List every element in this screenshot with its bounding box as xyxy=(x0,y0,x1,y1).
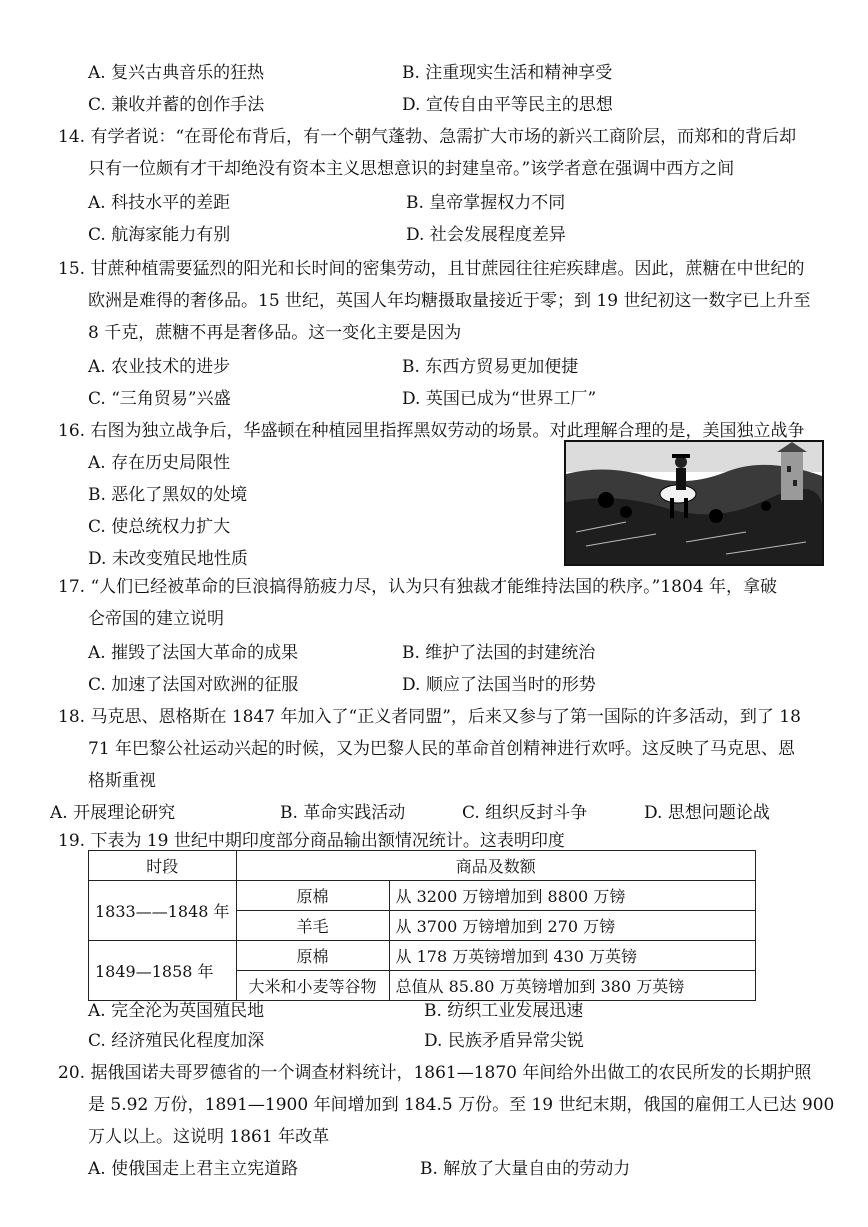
q19-option-a: A. 完全沦为英国殖民地 xyxy=(88,1001,265,1021)
q13-option-c: C. 兼收并蓄的创作手法 xyxy=(88,95,265,115)
table-commodity: 原棉 xyxy=(236,941,389,971)
q14-stem-line1: 14. 有学者说：“在哥伦布背后，有一个朝气蓬勃、急需扩大市场的新兴工商阶层，而郑和的背后却 xyxy=(58,127,797,147)
q20-stem-line1: 20. 据俄国诺夫哥罗德省的一个调查材料统计，1861—1870 年间给外出做工的农民所发的长期护照 xyxy=(58,1063,812,1083)
q15-stem-line2: 欧洲是难得的奢侈品。15 世纪，英国人年均糖摄取量接近于零；到 19 世纪初这一数字已上升至 xyxy=(88,291,811,311)
table-period-1: 1833——1848 年 xyxy=(89,881,237,941)
q19-option-d: D. 民族矛盾异常尖锐 xyxy=(424,1031,584,1051)
q19-stem-line1: 19. 下表为 19 世纪中期印度部分商品输出额情况统计。这表明印度 xyxy=(58,831,565,851)
q20-stem-line3: 万人以上。这说明 1861 年改革 xyxy=(88,1127,330,1147)
q15-option-d: D. 英国已成为“世界工厂” xyxy=(402,389,597,409)
q17-stem-line1: 17. “人们已经被革命的巨浪搞得筋疲力尽，认为只有独裁才能维持法国的秩序。”1804 年，拿破 xyxy=(58,577,777,597)
table-amount: 从 178 万英镑增加到 430 万英镑 xyxy=(389,941,755,971)
q18-stem-line2: 71 年巴黎公社运动兴起的时候，又为巴黎人民的革命首创精神进行欢呼。这反映了马克思、恩 xyxy=(88,739,796,759)
q15-stem-line3: 8 千克，蔗糖不再是奢侈品。这一变化主要是因为 xyxy=(88,323,462,343)
q15-option-a: A. 农业技术的进步 xyxy=(88,357,231,377)
table-amount: 总值从 85.80 万英镑增加到 380 万英镑 xyxy=(389,971,755,1001)
q14-option-a: A. 科技水平的差距 xyxy=(88,193,231,213)
q17-option-d: D. 顺应了法国当时的形势 xyxy=(402,675,596,695)
table-amount: 从 3700 万镑增加到 270 万镑 xyxy=(389,911,755,941)
washington-plantation-illustration xyxy=(564,440,824,566)
table-period-2: 1849—1858 年 xyxy=(89,941,237,1001)
q18-option-c: C. 组织反封斗争 xyxy=(462,803,588,823)
q18-stem-line1: 18. 马克思、恩格斯在 1847 年加入了“正义者同盟”，后来又参与了第一国际的许多活动，到了 18 xyxy=(58,707,801,727)
q17-option-c: C. 加速了法国对欧洲的征服 xyxy=(88,675,299,695)
q20-option-b: B. 解放了大量自由的劳动力 xyxy=(420,1159,631,1179)
q15-option-c: C. “三角贸易”兴盛 xyxy=(88,389,231,409)
q20-option-a: A. 使俄国走上君主立宪道路 xyxy=(88,1159,299,1179)
table-commodity: 原棉 xyxy=(236,881,389,911)
q18-option-b: B. 革命实践活动 xyxy=(280,803,406,823)
q14-option-b: B. 皇帝掌握权力不同 xyxy=(406,193,566,213)
table-header-period: 时段 xyxy=(89,851,237,881)
q14-option-c: C. 航海家能力有别 xyxy=(88,225,231,245)
q16-stem-line1: 16. 右图为独立战争后，华盛顿在种植园里指挥黑奴劳动的场景。对此理解合理的是，美国独立战争 xyxy=(58,421,805,441)
q16-option-d: D. 未改变殖民地性质 xyxy=(88,549,248,569)
q17-stem-line2: 仑帝国的建立说明 xyxy=(88,609,224,629)
q20-stem-line2: 是 5.92 万份，1891—1900 年间增加到 184.5 万份。至 19 世纪末期，俄国的雇佣工人已达 900 xyxy=(88,1095,835,1115)
q19-option-b: B. 纺织工业发展迅速 xyxy=(424,1001,584,1021)
q16-option-c: C. 使总统权力扩大 xyxy=(88,517,231,537)
q18-option-a: A. 开展理论研究 xyxy=(50,803,176,823)
q19-option-c: C. 经济殖民化程度加深 xyxy=(88,1031,265,1051)
q14-stem-line2: 只有一位颇有才干却绝没有资本主义思想意识的封建皇帝。”该学者意在强调中西方之间 xyxy=(88,159,735,179)
table-amount: 从 3200 万镑增加到 8800 万镑 xyxy=(389,881,755,911)
q17-option-a: A. 摧毁了法国大革命的成果 xyxy=(88,643,299,663)
q16-option-a: A. 存在历史局限性 xyxy=(88,453,231,473)
plantation-engraving-image xyxy=(566,442,822,564)
q18-option-d: D. 思想问题论战 xyxy=(644,803,770,823)
q15-option-b: B. 东西方贸易更加便捷 xyxy=(402,357,579,377)
table-commodity: 大米和小麦等谷物 xyxy=(236,971,389,1001)
table-commodity: 羊毛 xyxy=(236,911,389,941)
q13-option-b: B. 注重现实生活和精神享受 xyxy=(402,63,613,83)
q13-option-a: A. 复兴古典音乐的狂热 xyxy=(88,63,265,83)
q19-export-table xyxy=(88,850,756,1001)
q16-option-b: B. 恶化了黑奴的处境 xyxy=(88,485,248,505)
table-header-goods: 商品及数额 xyxy=(236,851,755,881)
q18-stem-line3: 格斯重视 xyxy=(88,771,156,791)
q13-option-d: D. 宣传自由平等民主的思想 xyxy=(402,95,613,115)
q15-stem-line1: 15. 甘蔗种植需要猛烈的阳光和长时间的密集劳动，且甘蔗园往往疟疾肆虐。因此，蔗糖在中世纪的 xyxy=(58,259,805,279)
q14-option-d: D. 社会发展程度差异 xyxy=(406,225,566,245)
q17-option-b: B. 维护了法国的封建统治 xyxy=(402,643,596,663)
